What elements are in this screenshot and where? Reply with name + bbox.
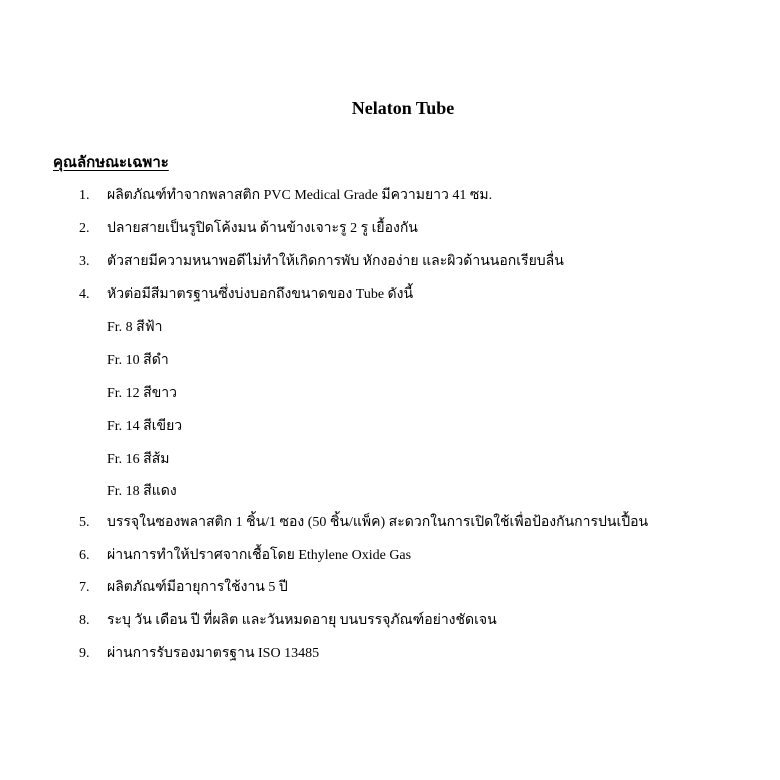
list-item-number: 2. [79, 221, 90, 236]
size-item-text: Fr. 18 สีแดง [107, 484, 177, 499]
list-item-number: 1. [79, 188, 90, 203]
size-item-text: Fr. 10 สีดำ [107, 353, 169, 368]
size-item-text: Fr. 8 สีฟ้า [107, 320, 163, 335]
list-item-number: 7. [79, 580, 90, 595]
list-item-text: ระบุ วัน เดือน ปี ที่ผลิต และวันหมดอายุ บนบรรจุภัณฑ์อย่างชัดเจน [107, 613, 497, 628]
list-item-text: ปลายสายเป็นรูปิดโค้งมน ด้านข้างเจาะรู 2 รู เยื้องกัน [107, 221, 418, 236]
list-item-number: 6. [79, 548, 90, 563]
size-item-text: Fr. 16 สีส้ม [107, 452, 170, 467]
list-item-number: 3. [79, 254, 90, 269]
list-item-number: 4. [79, 287, 90, 302]
size-item-text: Fr. 14 สีเขียว [107, 419, 183, 434]
list-item-number: 9. [79, 646, 90, 661]
list-item-number: 8. [79, 613, 90, 628]
size-item-text: Fr. 12 สีขาว [107, 386, 178, 401]
list-item-text: ผ่านการทำให้ปราศจากเชื้อโดย Ethylene Oxide Gas [107, 548, 412, 563]
list-item-number: 5. [79, 515, 90, 530]
list-item-text: บรรจุในซองพลาสติก 1 ชิ้น/1 ซอง (50 ชิ้น/แพ็ค) สะดวกในการเปิดใช้เพื่อป้องกันการปนเปื้อน [107, 515, 649, 530]
section-heading: คุณลักษณะเฉพาะ [53, 155, 169, 171]
list-item-text: ตัวสายมีความหนาพอดีไม่ทำให้เกิดการพับ หักงอง่าย และผิวด้านนอกเรียบลื่น [107, 254, 564, 269]
list-item-text: ผลิตภัณฑ์ทำจากพลาสติก PVC Medical Grade มีความยาว 41 ซม. [107, 188, 493, 203]
list-item-text: ผลิตภัณฑ์มีอายุการใช้งาน 5 ปี [107, 580, 288, 595]
list-item-text: หัวต่อมีสีมาตรฐานซึ่งบ่งบอกถึงขนาดของ Tube ดังนี้ [107, 287, 414, 302]
list-item-text: ผ่านการรับรองมาตรฐาน ISO 13485 [107, 646, 320, 661]
document-title: Nelaton Tube [351, 98, 455, 118]
